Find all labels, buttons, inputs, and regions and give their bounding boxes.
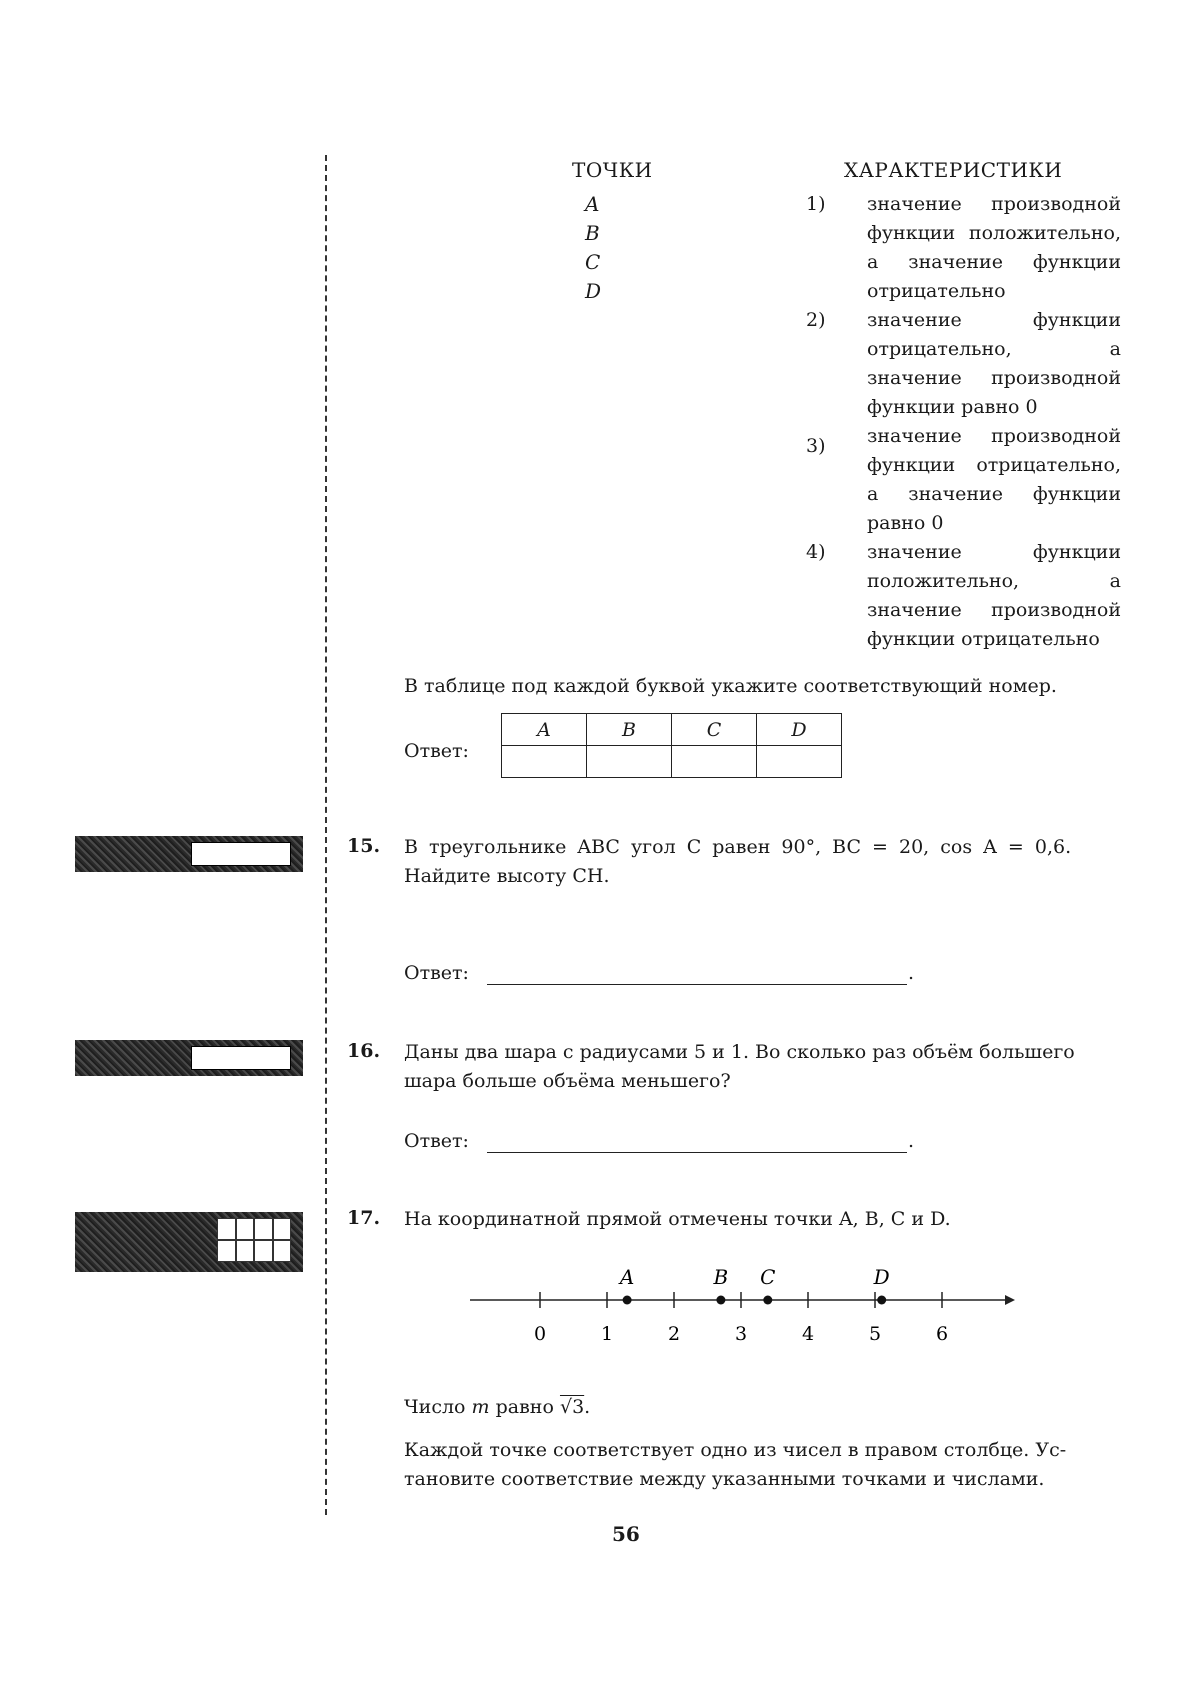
answer-code-bar	[75, 1040, 303, 1076]
question-number: 16.	[347, 1040, 381, 1062]
axis-tick-label: 6	[935, 1323, 949, 1345]
answer-period: .	[908, 962, 915, 984]
answer-code-grid	[217, 1218, 291, 1262]
char-text: значение функции положительно, а значение производной функции отрицательно	[867, 541, 1121, 650]
answer-cell[interactable]	[672, 746, 757, 778]
answer-cell[interactable]	[587, 746, 672, 778]
char-text: значение функции отрицательно, а значение производной функции равно 0	[867, 309, 1121, 418]
axis-tick-label: 4	[801, 1323, 815, 1345]
marked-point	[763, 1296, 772, 1305]
question-text: Найдите высоту CH.	[404, 865, 610, 887]
marked-point	[877, 1296, 886, 1305]
answer-cell[interactable]	[757, 746, 842, 778]
point-label: D	[585, 279, 602, 303]
marked-point-label: B	[713, 1265, 729, 1289]
m-end: .	[584, 1396, 591, 1418]
char-number: 1)	[806, 193, 826, 215]
answer-code-bar	[75, 1212, 303, 1272]
marked-point	[716, 1296, 725, 1305]
axis-tick-label: 3	[734, 1323, 748, 1345]
answer-label: Ответ:	[404, 740, 469, 762]
answer-line[interactable]	[487, 1152, 907, 1153]
m-statement	[404, 1393, 590, 1421]
question-text: шара больше объёма меньшего?	[404, 1070, 731, 1092]
question-text: Даны два шара с радиусами 5 и 1. Во сколько раз объём большего	[404, 1041, 1075, 1063]
answer-code-bar	[75, 836, 303, 872]
char-number: 4)	[806, 541, 826, 563]
marked-point	[623, 1296, 632, 1305]
table-header-cell: B	[587, 714, 672, 746]
marked-point-label: C	[760, 1265, 776, 1289]
axis-tick-label: 0	[533, 1323, 547, 1345]
axis-arrow	[1005, 1295, 1015, 1305]
char-number: 2)	[806, 309, 826, 331]
answer-label: Ответ:	[404, 962, 469, 984]
points-column	[585, 190, 601, 306]
answer-line[interactable]	[487, 984, 907, 985]
point-label: A	[585, 192, 600, 216]
characteristics-header: ХАРАКТЕРИСТИКИ	[844, 158, 1063, 182]
m-mid: равно	[495, 1396, 554, 1418]
axis-tick-label: 1	[600, 1323, 614, 1345]
point-label: B	[585, 221, 600, 245]
page-number: 56	[612, 1522, 640, 1546]
question-number: 15.	[347, 835, 381, 857]
cut-line	[325, 155, 327, 1515]
char-number: 3)	[806, 435, 826, 457]
answer-code-box	[191, 842, 291, 866]
points-header: ТОЧКИ	[572, 158, 653, 182]
answer-table	[501, 713, 842, 778]
marked-point-label: A	[619, 1265, 635, 1289]
question-number: 17.	[347, 1207, 381, 1229]
number-line	[460, 1255, 1020, 1365]
q17-paragraph: тановите соответствие между указанными точками и числами.	[404, 1468, 1045, 1490]
point-label: C	[585, 250, 601, 274]
m-prefix: Число	[404, 1396, 466, 1418]
answer-period: .	[908, 1130, 915, 1152]
char-text: значение производной функции отрицательно, а значение функции равно 0	[867, 425, 1121, 534]
axis-tick-label: 5	[868, 1323, 882, 1345]
table-header-cell: D	[757, 714, 842, 746]
answer-cell[interactable]	[502, 746, 587, 778]
marked-point-label: D	[873, 1265, 890, 1289]
matching-instruction: В таблице под каждой буквой укажите соответствующий номер.	[404, 675, 1057, 697]
answer-code-box	[191, 1046, 291, 1070]
table-header-cell: C	[672, 714, 757, 746]
answer-label: Ответ:	[404, 1130, 469, 1152]
m-value: √3	[559, 1396, 585, 1418]
question-text: В треугольнике ABC угол C равен 90°, BC = 20, cos A = 0,6.	[404, 836, 1072, 858]
char-text: значение производной функции положительно, а значение функции отрицательно	[867, 193, 1121, 302]
table-header-cell: A	[502, 714, 587, 746]
m-variable: m	[471, 1396, 490, 1418]
question-text: На координатной прямой отмечены точки A, B, C и D.	[404, 1208, 951, 1230]
axis-tick-label: 2	[667, 1323, 681, 1345]
q17-paragraph: Каждой точке соответствует одно из чисел в правом столбце. Ус-	[404, 1439, 1067, 1461]
